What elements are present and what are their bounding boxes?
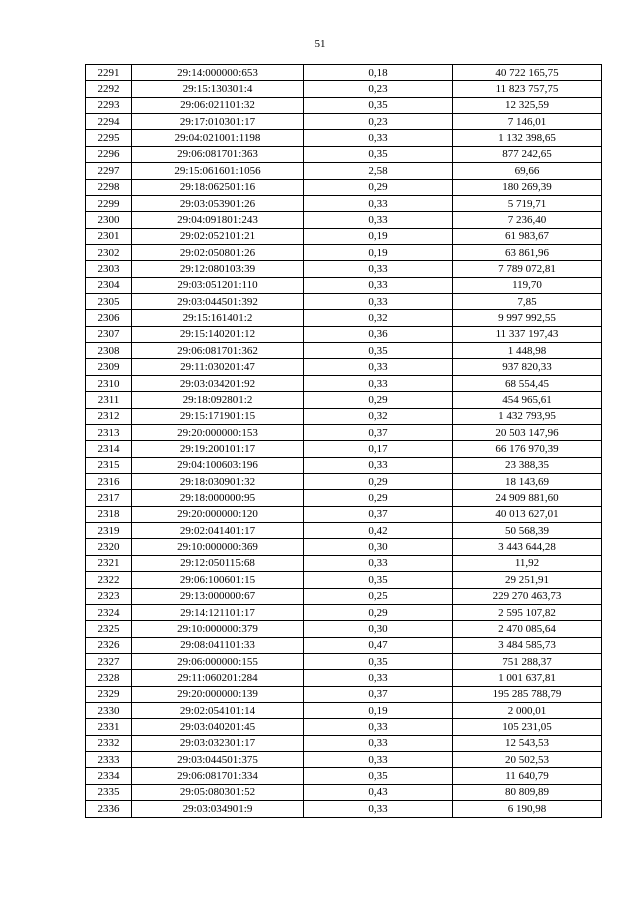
table-row [86, 212, 602, 228]
cadastral-number-cell: 29:15:140201:12 [132, 326, 304, 342]
coefficient-cell: 0,33 [304, 359, 453, 375]
coefficient-cell: 0,29 [304, 473, 453, 489]
amount-cell: 3 443 644,28 [453, 539, 602, 555]
coefficient-cell: 0,33 [304, 735, 453, 751]
amount-cell: 1 448,98 [453, 343, 602, 359]
table-row [86, 539, 602, 555]
table-row [86, 588, 602, 604]
row-number-cell: 2305 [86, 294, 132, 310]
cadastral-number-cell: 29:11:060201:284 [132, 670, 304, 686]
table-row [86, 408, 602, 424]
coefficient-cell: 0,19 [304, 244, 453, 260]
row-number-cell: 2299 [86, 195, 132, 211]
amount-cell: 68 554,45 [453, 375, 602, 391]
cadastral-number-cell: 29:02:054101:14 [132, 703, 304, 719]
coefficient-cell: 0,29 [304, 490, 453, 506]
table-row [86, 441, 602, 457]
table-row [86, 768, 602, 784]
row-number-cell: 2332 [86, 735, 132, 751]
coefficient-cell: 0,33 [304, 375, 453, 391]
coefficient-cell: 0,18 [304, 65, 453, 81]
table-row [86, 261, 602, 277]
row-number-cell: 2330 [86, 703, 132, 719]
amount-cell: 18 143,69 [453, 473, 602, 489]
coefficient-cell: 0,19 [304, 228, 453, 244]
coefficient-cell: 2,58 [304, 163, 453, 179]
row-number-cell: 2336 [86, 801, 132, 817]
cadastral-number-cell: 29:18:030901:32 [132, 473, 304, 489]
row-number-cell: 2321 [86, 555, 132, 571]
coefficient-cell: 0,33 [304, 195, 453, 211]
coefficient-cell: 0,35 [304, 572, 453, 588]
coefficient-cell: 0,33 [304, 752, 453, 768]
table-row [86, 294, 602, 310]
amount-cell: 61 983,67 [453, 228, 602, 244]
cadastral-number-cell: 29:06:081701:334 [132, 768, 304, 784]
cadastral-number-cell: 29:20:000000:120 [132, 506, 304, 522]
row-number-cell: 2329 [86, 686, 132, 702]
amount-cell: 6 190,98 [453, 801, 602, 817]
row-number-cell: 2296 [86, 146, 132, 162]
row-number-cell: 2315 [86, 457, 132, 473]
cadastral-number-cell: 29:18:000000:95 [132, 490, 304, 506]
coefficient-cell: 0,23 [304, 114, 453, 130]
cadastral-number-cell: 29:03:051201:110 [132, 277, 304, 293]
coefficient-cell: 0,36 [304, 326, 453, 342]
registry-table [85, 64, 602, 818]
amount-cell: 40 722 165,75 [453, 65, 602, 81]
cadastral-number-cell: 29:04:021001:1198 [132, 130, 304, 146]
row-number-cell: 2324 [86, 604, 132, 620]
cadastral-number-cell: 29:20:000000:139 [132, 686, 304, 702]
coefficient-cell: 0,33 [304, 277, 453, 293]
coefficient-cell: 0,19 [304, 703, 453, 719]
table-row [86, 604, 602, 620]
coefficient-cell: 0,33 [304, 212, 453, 228]
table-row [86, 784, 602, 800]
coefficient-cell: 0,35 [304, 768, 453, 784]
cadastral-number-cell: 29:02:041401:17 [132, 523, 304, 539]
table-row [86, 735, 602, 751]
coefficient-cell: 0,33 [304, 130, 453, 146]
table-row [86, 424, 602, 440]
cadastral-number-cell: 29:17:010301:17 [132, 114, 304, 130]
table-row [86, 703, 602, 719]
amount-cell: 105 231,05 [453, 719, 602, 735]
amount-cell: 11 640,79 [453, 768, 602, 784]
amount-cell: 751 288,37 [453, 653, 602, 669]
cadastral-number-cell: 29:03:044501:375 [132, 752, 304, 768]
cadastral-number-cell: 29:03:034901:9 [132, 801, 304, 817]
row-number-cell: 2307 [86, 326, 132, 342]
coefficient-cell: 0,35 [304, 653, 453, 669]
page-number: 51 [314, 38, 326, 50]
table-row [86, 359, 602, 375]
coefficient-cell: 0,25 [304, 588, 453, 604]
amount-cell: 11,92 [453, 555, 602, 571]
table-row [86, 801, 602, 817]
amount-cell: 180 269,39 [453, 179, 602, 195]
cadastral-number-cell: 29:08:041101:33 [132, 637, 304, 653]
row-number-cell: 2334 [86, 768, 132, 784]
coefficient-cell: 0,33 [304, 719, 453, 735]
cadastral-number-cell: 29:02:052101:21 [132, 228, 304, 244]
cadastral-number-cell: 29:06:081701:363 [132, 146, 304, 162]
row-number-cell: 2317 [86, 490, 132, 506]
table-row [86, 195, 602, 211]
amount-cell: 11 337 197,43 [453, 326, 602, 342]
row-number-cell: 2291 [86, 65, 132, 81]
amount-cell: 937 820,33 [453, 359, 602, 375]
amount-cell: 1 432 793,95 [453, 408, 602, 424]
table-row [86, 163, 602, 179]
amount-cell: 7 146,01 [453, 114, 602, 130]
cadastral-number-cell: 29:10:000000:369 [132, 539, 304, 555]
cadastral-number-cell: 29:19:200101:17 [132, 441, 304, 457]
row-number-cell: 2331 [86, 719, 132, 735]
cadastral-number-cell: 29:14:121101:17 [132, 604, 304, 620]
amount-cell: 69,66 [453, 163, 602, 179]
table-row [86, 228, 602, 244]
cadastral-number-cell: 29:12:050115:68 [132, 555, 304, 571]
coefficient-cell: 0,30 [304, 539, 453, 555]
amount-cell: 2 470 085,64 [453, 621, 602, 637]
cadastral-number-cell: 29:18:062501:16 [132, 179, 304, 195]
amount-cell: 11 823 757,75 [453, 81, 602, 97]
cadastral-number-cell: 29:15:171901:15 [132, 408, 304, 424]
coefficient-cell: 0,30 [304, 621, 453, 637]
coefficient-cell: 0,37 [304, 686, 453, 702]
amount-cell: 7 236,40 [453, 212, 602, 228]
table-row [86, 473, 602, 489]
table-row [86, 621, 602, 637]
table-row [86, 506, 602, 522]
cadastral-number-cell: 29:06:100601:15 [132, 572, 304, 588]
table-row [86, 310, 602, 326]
row-number-cell: 2309 [86, 359, 132, 375]
table-row [86, 146, 602, 162]
row-number-cell: 2292 [86, 81, 132, 97]
amount-cell: 20 503 147,96 [453, 424, 602, 440]
row-number-cell: 2323 [86, 588, 132, 604]
amount-cell: 9 997 992,55 [453, 310, 602, 326]
row-number-cell: 2320 [86, 539, 132, 555]
row-number-cell: 2302 [86, 244, 132, 260]
table-row [86, 637, 602, 653]
row-number-cell: 2294 [86, 114, 132, 130]
coefficient-cell: 0,32 [304, 408, 453, 424]
table-row [86, 457, 602, 473]
table-row [86, 179, 602, 195]
cadastral-number-cell: 29:15:061601:1056 [132, 163, 304, 179]
row-number-cell: 2310 [86, 375, 132, 391]
table-row [86, 392, 602, 408]
table-row [86, 523, 602, 539]
coefficient-cell: 0,33 [304, 457, 453, 473]
table-row [86, 752, 602, 768]
row-number-cell: 2312 [86, 408, 132, 424]
cadastral-number-cell: 29:05:080301:52 [132, 784, 304, 800]
row-number-cell: 2313 [86, 424, 132, 440]
cadastral-number-cell: 29:20:000000:153 [132, 424, 304, 440]
coefficient-cell: 0,33 [304, 670, 453, 686]
amount-cell: 63 861,96 [453, 244, 602, 260]
cadastral-number-cell: 29:03:032301:17 [132, 735, 304, 751]
row-number-cell: 2303 [86, 261, 132, 277]
coefficient-cell: 0,37 [304, 424, 453, 440]
table-row [86, 686, 602, 702]
row-number-cell: 2304 [86, 277, 132, 293]
row-number-cell: 2319 [86, 523, 132, 539]
row-number-cell: 2314 [86, 441, 132, 457]
coefficient-cell: 0,29 [304, 604, 453, 620]
row-number-cell: 2316 [86, 473, 132, 489]
row-number-cell: 2325 [86, 621, 132, 637]
table-row [86, 670, 602, 686]
amount-cell: 229 270 463,73 [453, 588, 602, 604]
amount-cell: 7,85 [453, 294, 602, 310]
cadastral-number-cell: 29:11:030201:47 [132, 359, 304, 375]
coefficient-cell: 0,47 [304, 637, 453, 653]
amount-cell: 12 543,53 [453, 735, 602, 751]
cadastral-number-cell: 29:14:000000:653 [132, 65, 304, 81]
table-row [86, 130, 602, 146]
cadastral-number-cell: 29:03:040201:45 [132, 719, 304, 735]
cadastral-number-cell: 29:03:044501:392 [132, 294, 304, 310]
cadastral-number-cell: 29:15:161401:2 [132, 310, 304, 326]
row-number-cell: 2306 [86, 310, 132, 326]
coefficient-cell: 0,29 [304, 179, 453, 195]
table-row [86, 719, 602, 735]
table-row [86, 81, 602, 97]
cadastral-number-cell: 29:06:000000:155 [132, 653, 304, 669]
cadastral-number-cell: 29:04:100603:196 [132, 457, 304, 473]
amount-cell: 454 965,61 [453, 392, 602, 408]
cadastral-number-cell: 29:06:081701:362 [132, 343, 304, 359]
coefficient-cell: 0,42 [304, 523, 453, 539]
coefficient-cell: 0,32 [304, 310, 453, 326]
coefficient-cell: 0,17 [304, 441, 453, 457]
row-number-cell: 2311 [86, 392, 132, 408]
table-row [86, 490, 602, 506]
amount-cell: 29 251,91 [453, 572, 602, 588]
amount-cell: 50 568,39 [453, 523, 602, 539]
amount-cell: 66 176 970,39 [453, 441, 602, 457]
cadastral-number-cell: 29:04:091801:243 [132, 212, 304, 228]
amount-cell: 877 242,65 [453, 146, 602, 162]
table-row [86, 572, 602, 588]
row-number-cell: 2301 [86, 228, 132, 244]
amount-cell: 1 132 398,65 [453, 130, 602, 146]
row-number-cell: 2295 [86, 130, 132, 146]
cadastral-number-cell: 29:03:053901:26 [132, 195, 304, 211]
amount-cell: 80 809,89 [453, 784, 602, 800]
coefficient-cell: 0,23 [304, 81, 453, 97]
row-number-cell: 2328 [86, 670, 132, 686]
coefficient-cell: 0,35 [304, 97, 453, 113]
amount-cell: 3 484 585,73 [453, 637, 602, 653]
table-row [86, 277, 602, 293]
table-row [86, 653, 602, 669]
amount-cell: 5 719,71 [453, 195, 602, 211]
registry-table-body [86, 65, 602, 818]
cadastral-number-cell: 29:03:034201:92 [132, 375, 304, 391]
coefficient-cell: 0,43 [304, 784, 453, 800]
amount-cell: 12 325,59 [453, 97, 602, 113]
row-number-cell: 2297 [86, 163, 132, 179]
row-number-cell: 2300 [86, 212, 132, 228]
row-number-cell: 2318 [86, 506, 132, 522]
coefficient-cell: 0,35 [304, 146, 453, 162]
coefficient-cell: 0,33 [304, 261, 453, 277]
row-number-cell: 2293 [86, 97, 132, 113]
coefficient-cell: 0,33 [304, 294, 453, 310]
row-number-cell: 2308 [86, 343, 132, 359]
table-row [86, 244, 602, 260]
amount-cell: 2 595 107,82 [453, 604, 602, 620]
table-row [86, 375, 602, 391]
cadastral-number-cell: 29:15:130301:4 [132, 81, 304, 97]
coefficient-cell: 0,33 [304, 801, 453, 817]
amount-cell: 2 000,01 [453, 703, 602, 719]
coefficient-cell: 0,37 [304, 506, 453, 522]
cadastral-number-cell: 29:12:080103:39 [132, 261, 304, 277]
cadastral-number-cell: 29:18:092801:2 [132, 392, 304, 408]
amount-cell: 1 001 637,81 [453, 670, 602, 686]
amount-cell: 23 388,35 [453, 457, 602, 473]
row-number-cell: 2335 [86, 784, 132, 800]
coefficient-cell: 0,35 [304, 343, 453, 359]
amount-cell: 20 502,53 [453, 752, 602, 768]
amount-cell: 7 789 072,81 [453, 261, 602, 277]
coefficient-cell: 0,29 [304, 392, 453, 408]
cadastral-number-cell: 29:02:050801:26 [132, 244, 304, 260]
row-number-cell: 2333 [86, 752, 132, 768]
row-number-cell: 2322 [86, 572, 132, 588]
amount-cell: 119,70 [453, 277, 602, 293]
table-row [86, 114, 602, 130]
table-row [86, 326, 602, 342]
table-row [86, 555, 602, 571]
amount-cell: 40 013 627,01 [453, 506, 602, 522]
amount-cell: 24 909 881,60 [453, 490, 602, 506]
amount-cell: 195 285 788,79 [453, 686, 602, 702]
row-number-cell: 2326 [86, 637, 132, 653]
coefficient-cell: 0,33 [304, 555, 453, 571]
row-number-cell: 2327 [86, 653, 132, 669]
cadastral-number-cell: 29:13:000000:67 [132, 588, 304, 604]
cadastral-number-cell: 29:06:021101:32 [132, 97, 304, 113]
table-row [86, 97, 602, 113]
row-number-cell: 2298 [86, 179, 132, 195]
cadastral-number-cell: 29:10:000000:379 [132, 621, 304, 637]
table-row [86, 65, 602, 81]
table-row [86, 343, 602, 359]
